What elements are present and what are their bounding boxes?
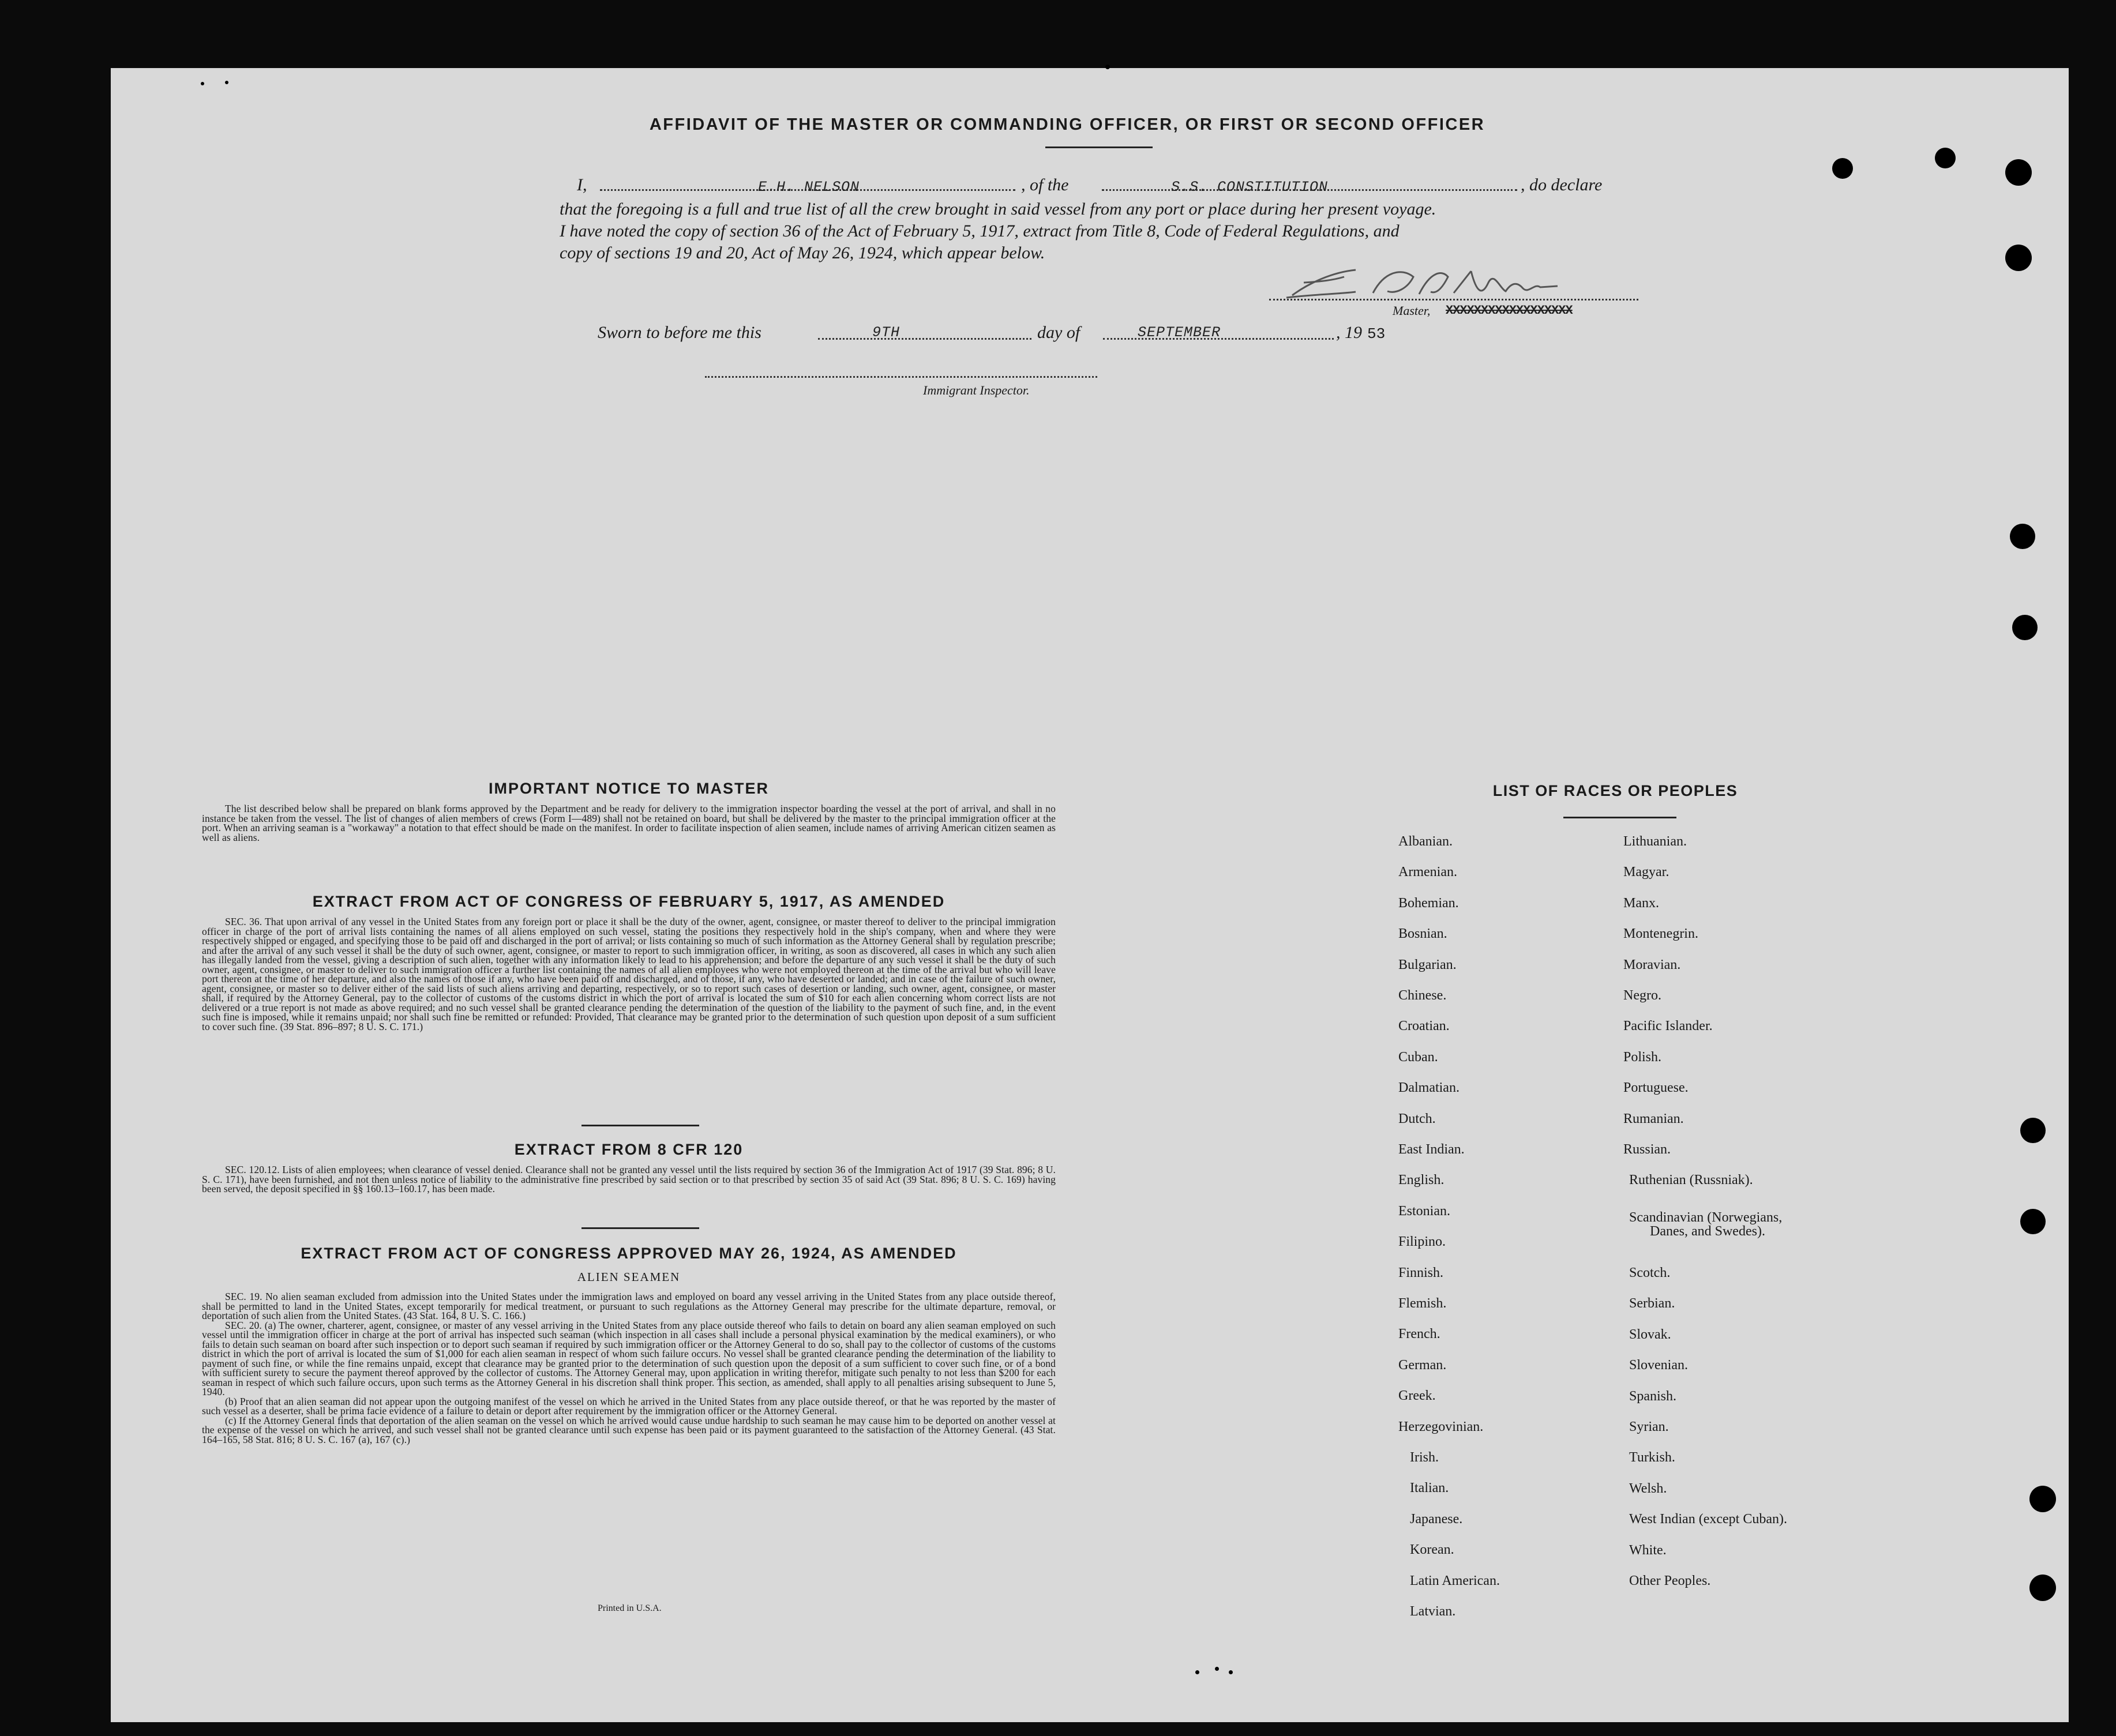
punch-hole	[2029, 1486, 2056, 1512]
speck	[1215, 1667, 1219, 1671]
race-item: Italian.	[1410, 1481, 1449, 1495]
race-item: French.	[1398, 1327, 1440, 1342]
race-item: Scotch.	[1629, 1265, 1671, 1280]
section-rule	[581, 1125, 699, 1126]
race-item: Slovenian.	[1629, 1358, 1688, 1373]
race-item: Bulgarian.	[1398, 957, 1457, 972]
race-item: Syrian.	[1629, 1419, 1669, 1434]
extract-1917-heading: EXTRACT FROM ACT OF CONGRESS OF FEBRUARY 5, 1917, AS AMENDED	[312, 893, 946, 910]
notice-body	[202, 804, 1056, 842]
race-item: Scandinavian (Norwegians,	[1629, 1210, 1783, 1225]
sworn-line	[598, 323, 1405, 346]
race-item: Flemish.	[1398, 1296, 1447, 1311]
race-item: Herzegovinian.	[1398, 1419, 1484, 1434]
vessel-name: S.S. CONSTITUTION	[1171, 179, 1329, 196]
i-label: I,	[577, 175, 587, 194]
race-item: Lithuanian.	[1623, 834, 1687, 849]
section-rule	[581, 1227, 699, 1229]
sec-20c-paragraph: (c) If the Attorney General finds that deportation of the alien seaman on the vessel on which he arrived would cause undue hardship to such seaman he may cause him to be deported on another vessel at the expense of the vessel on which he arrived, and such vessel shall not be granted clearance until such expense has been paid or its payment guaranteed to the satisfaction of the Attorney General. (43 Stat. 164–165, 58 Stat. 816; 8 U. S. C. 167 (a), 167 (c).)	[202, 1414, 1056, 1445]
printed-in-usa: Printed in U.S.A.	[598, 1603, 662, 1613]
extract-cfr-body	[202, 1165, 1056, 1194]
of-the-label: , of the	[1021, 175, 1069, 194]
declaration-line-4: copy of sections 19 and 20, Act of May 26, 1924, which appear below.	[560, 243, 1045, 262]
race-item: Other Peoples.	[1629, 1573, 1711, 1588]
punch-hole	[2005, 159, 2032, 186]
notice-heading: IMPORTANT NOTICE TO MASTER	[489, 780, 769, 797]
day-blank	[818, 338, 1031, 340]
race-item: Negro.	[1623, 988, 1661, 1003]
punch-hole	[1935, 148, 1956, 168]
race-item: Dutch.	[1398, 1111, 1436, 1126]
inspector-label: Immigrant Inspector.	[923, 383, 1030, 397]
master-strikeout: XXXXXXXXXXXXXXXXXX	[1446, 303, 1573, 318]
sworn-month: SEPTEMBER	[1138, 324, 1221, 341]
race-item: Moravian.	[1623, 957, 1681, 972]
race-item: Japanese.	[1410, 1512, 1463, 1527]
race-item: Welsh.	[1629, 1481, 1667, 1496]
master-name: E.H. NELSON	[758, 179, 860, 196]
extract-1924-heading: EXTRACT FROM ACT OF CONGRESS APPROVED MAY 26, 1924, AS AMENDED	[301, 1245, 957, 1262]
race-item: Serbian.	[1629, 1296, 1675, 1311]
race-item: Manx.	[1623, 896, 1659, 911]
race-item: Portuguese.	[1623, 1080, 1689, 1095]
race-item: English.	[1398, 1173, 1445, 1188]
race-item: Armenian.	[1398, 865, 1457, 880]
punch-hole	[2012, 615, 2038, 640]
speck	[1229, 1670, 1233, 1674]
punch-hole	[2005, 245, 2032, 271]
race-item: Bosnian.	[1398, 926, 1447, 941]
race-item: Pacific Islander.	[1623, 1019, 1713, 1034]
punch-hole	[2029, 1575, 2056, 1601]
race-item: Polish.	[1623, 1050, 1662, 1065]
race-item: German.	[1398, 1358, 1447, 1373]
race-item: Magyar.	[1623, 865, 1669, 880]
extract-1917-body	[202, 917, 1056, 1031]
race-item: Filipino.	[1398, 1234, 1446, 1249]
sec-36-paragraph: SEC. 36. That upon arrival of any vessel in the United States from any foreign port or place it shall be the duty of the owner, agent, consignee, or master thereof to deliver to the principal immigration officer in charge of the port of arrival lists containing the names of all aliens employed on such vessel, stating the positions they respectively hold in the ship's company, when and where they were respectively shipped or engaged, and specifying those to be paid off and discharged in the port of arrival; or lists containing so much of such information as the Attorney General shall by regulation prescribe; and after the arrival of any such vessel it shall be the duty of such owner, agent, consignee, or master to report to such immigration officer, in writing, as soon as discovered, all cases in which any such alien has illegally landed from the vessel, giving a description of such alien, together with any information likely to lead to his apprehension; and before the departure of any such vessel it shall be the duty of such owner, agent, consignee, or master to deliver to such immigration officer a further list containing the names of all alien employees who were not employed thereon at the time of the arrival but who will leave port thereon at the time of her departure, and also the names of those if any, who have been paid off and discharged, and of those, if any, who have deserted or landed; and in case of the failure of such owner, agent, consignee, or master so to deliver either of the said lists of such aliens arriving and departing, respectively, or so to report such cases of desertion or landing, such owner, agent, consignee, or master shall, if required by the Attorney General, pay to the collector of customs of the customs district in which the port of arrival is located the sum of $10 for each alien concerning whom correct lists are not delivered or a true report is not made as above required; and no such vessel shall be granted clearance pending the determination of the question of the liability to the payment of such fine, and, in the event such fine is imposed, while it remains unpaid; nor shall such fine be remitted or refunded: Provided, That clearance may be granted prior to the determination of such question upon deposit of a sum sufficient to cover such fine. (39 Stat. 896–897; 8 U. S. C. 171.)	[202, 916, 1056, 1032]
races-heading: LIST OF RACES OR PEOPLES	[1492, 782, 1738, 799]
race-item: Finnish.	[1398, 1265, 1444, 1280]
punch-hole	[2020, 1209, 2046, 1234]
declaration-line-3: I have noted the copy of section 36 of the Act of February 5, 1917, extract from Title 8, Code of Federal Regulations, and	[560, 221, 1400, 241]
speck	[225, 81, 228, 84]
race-item: Albanian.	[1398, 834, 1453, 849]
year-prefix: , 19	[1336, 323, 1362, 342]
sworn-label: Sworn to before me this	[598, 323, 761, 342]
race-item: Korean.	[1410, 1542, 1454, 1557]
alien-seamen-subheading: ALIEN SEAMEN	[577, 1270, 681, 1284]
affidavit-title: AFFIDAVIT OF THE MASTER OR COMMANDING OFFICER, OR FIRST OR SECOND OFFICER	[649, 115, 1485, 134]
race-item: Dalmatian.	[1398, 1080, 1460, 1095]
race-item: Russian.	[1623, 1142, 1671, 1157]
race-item: East Indian.	[1398, 1142, 1465, 1157]
race-item: West Indian (except Cuban).	[1629, 1512, 1787, 1527]
sec-20a-paragraph: SEC. 20. (a) The owner, charterer, agent, consignee, or master of any vessel arriving in the United States from any place outside thereof who fails to detain on board any alien seaman employed on such vessel until the immigration officer in charge at the port of arrival has inspected such seaman (which inspection in all cases shall include a personal physical examination by the medical examiners), or who fails to detain such seaman on board after such inspection or to deport such seaman if required by such immigration officer or the Attorney General to do so, shall pay to the collector of customs of the customs district in which the port of arrival is located the sum of $1,000 for each alien seaman in respect of whom such failure occurs. No vessel shall be granted clearance pending the determination of the liability to payment of such fine, or while the fine remains unpaid, except that clearance may be granted prior to the determination of such question upon the deposit of a sum sufficient to cover such fine, or of a bond with sufficient surety to secure the payment thereof approved by the collector of customs. The Attorney General may, upon application in writing therefor, mitigate such penalty to not less than $200 for each seaman in respect of which such failure occurs, upon such terms as the Attorney General in his discretion shall think proper. This section, as amended, shall apply to all penalties arising subsequent to June 5, 1940.	[202, 1319, 1056, 1397]
sworn-day: 9TH	[872, 324, 901, 341]
punch-hole	[2010, 524, 2035, 549]
race-item: Estonian.	[1398, 1204, 1450, 1219]
race-item: Ruthenian (Russniak).	[1629, 1173, 1753, 1188]
race-item: Cuban.	[1398, 1050, 1438, 1065]
sec-20b-paragraph: (b) Proof that an alien seaman did not appear upon the outgoing manifest of the vessel on which he arrived in the United States from any place outside thereof, or that he was reported by the master of such vessel as a deserter, shall be prima facie evidence of a failure to detain or deport after requirement by the immigration officer or the Attorney General.	[202, 1395, 1056, 1416]
race-item: Danes, and Swedes).	[1650, 1224, 1765, 1239]
race-item: Croatian.	[1398, 1019, 1450, 1034]
speck	[201, 82, 204, 85]
title-rule	[1045, 146, 1153, 148]
race-item: Rumanian.	[1623, 1111, 1684, 1126]
races-rule	[1563, 817, 1676, 818]
race-item: Spanish.	[1629, 1389, 1677, 1404]
race-item: Slovak.	[1629, 1327, 1671, 1342]
punch-hole	[1832, 158, 1853, 179]
declaration-line-2: that the foregoing is a full and true list of all the crew brought in said vessel from any port or place during her present voyage.	[560, 200, 1436, 219]
inspector-signature-line	[705, 376, 1097, 378]
year-suffix: 53	[1367, 325, 1386, 343]
master-label: Master,	[1393, 303, 1431, 318]
sec-19-paragraph: SEC. 19. No alien seaman excluded from admission into the United States under the immigration laws and employed on board any vessel arriving in the United States from any place outside thereof, shall be permitted to land in the United States, except temporarily for medical treatment, or pursuant to such regulations as the Attorney General may prescribe for the ultimate departure, removal, or deportation of such alien from the United States. (43 Stat. 164, 8 U. S. C. 166.)	[202, 1291, 1056, 1321]
do-declare-label: , do declare	[1521, 175, 1603, 194]
race-item: Chinese.	[1398, 988, 1447, 1003]
notice-paragraph: The list described below shall be prepared on blank forms approved by the Department and be ready for delivery to the immigration inspector boarding the vessel at the port of arrival, and shall in no instance be taken from the vessel. The list of changes of alien members of crews (Form I—489) shall not be retained on board, but shall be delivered by the master to the principal immigration officer at the port. When an arriving seaman is a "workaway" a notation to that effect should be made on the manifest. In order to facilitate inspection of alien seamen, include names of arriving American citizen seamen as well as aliens.	[202, 803, 1056, 843]
race-item: Greek.	[1398, 1388, 1436, 1403]
race-item: Latin American.	[1410, 1573, 1500, 1588]
extract-cfr-heading: EXTRACT FROM 8 CFR 120	[514, 1141, 744, 1158]
race-item: Montenegrin.	[1623, 926, 1698, 941]
race-item: Bohemian.	[1398, 896, 1459, 911]
punch-hole	[2020, 1118, 2046, 1143]
race-item: Turkish.	[1629, 1450, 1675, 1465]
signature-line	[1269, 299, 1638, 300]
race-item: White.	[1629, 1543, 1667, 1558]
extract-1924-body	[202, 1292, 1056, 1444]
speck	[1105, 65, 1110, 69]
race-item: Irish.	[1410, 1450, 1439, 1465]
speck	[1195, 1670, 1199, 1674]
day-of-label: day of	[1037, 323, 1080, 342]
race-item: Latvian.	[1410, 1604, 1456, 1619]
sec-120-12-paragraph: SEC. 120.12. Lists of alien employees; when clearance of vessel denied. Clearance shall not be granted any vessel until the lists required by section 36 of the Immigration Act of 1917 (39 Stat. 896; 8 U. S. C. 171), have been furnished, and not then unless notice of liability to the administrative fine prescribed by said section or to that prescribed by section 35 of said Act (39 Stat. 896; 8 U. S. C. 169) having been served, the deposit specified in §§ 160.13–160.17, has been made.	[202, 1164, 1056, 1194]
